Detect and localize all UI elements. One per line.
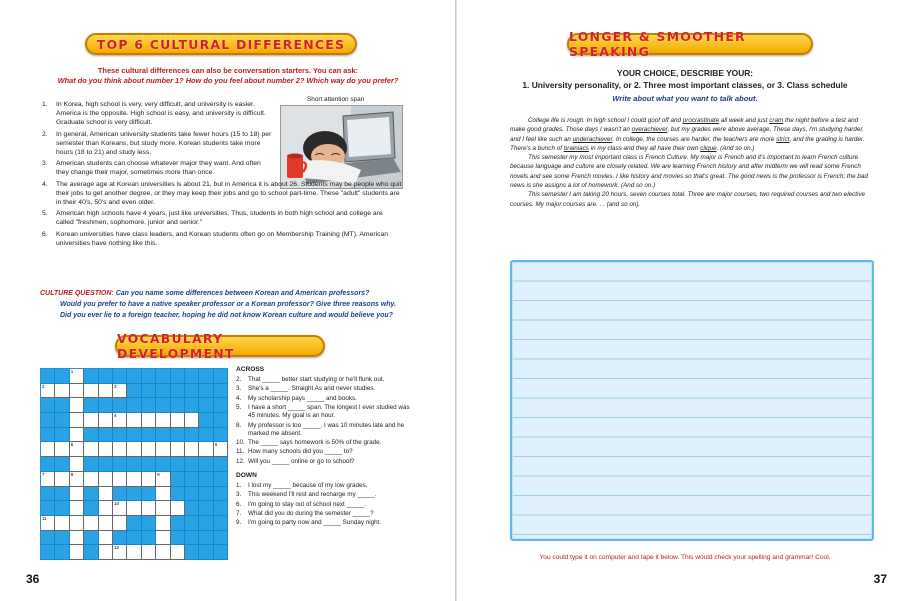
crossword-block	[171, 472, 185, 487]
crossword-block	[185, 457, 199, 472]
crossword-block	[84, 428, 98, 443]
crossword-block	[84, 487, 98, 502]
crossword-block	[41, 457, 55, 472]
crossword-cell[interactable]	[70, 398, 84, 413]
crossword-cell[interactable]	[127, 545, 141, 560]
crossword-number: 1	[70, 369, 74, 374]
crossword-block	[142, 516, 156, 531]
crossword-block	[84, 457, 98, 472]
crossword-block	[199, 531, 213, 546]
crossword-block	[127, 531, 141, 546]
crossword-block	[199, 487, 213, 502]
choice-options: 1. University personality, or 2. Three most important classes, or 3. Class schedule	[522, 80, 848, 90]
vocabulary-banner: VOCABULARY DEVELOPMENT	[115, 335, 325, 357]
crossword-number: 7	[42, 471, 45, 477]
crossword-block	[142, 457, 156, 472]
crossword-block	[199, 369, 213, 384]
crossword-cell[interactable]	[41, 384, 55, 399]
crossword-cell[interactable]	[142, 545, 156, 560]
across-clue: 12. Will you _____ online or go to school?	[236, 457, 355, 465]
across-clue: 11. How many schools did you _____ to?	[236, 448, 353, 456]
crossword-cell[interactable]	[70, 472, 84, 487]
crossword-cell[interactable]	[70, 487, 84, 502]
crossword-block	[84, 531, 98, 546]
crossword-cell[interactable]	[156, 442, 170, 457]
culture-question	[40, 288, 410, 321]
crossword-block	[185, 398, 199, 413]
crossword-cell[interactable]	[70, 516, 84, 531]
crossword-cell[interactable]	[156, 501, 170, 516]
crossword-block	[185, 545, 199, 560]
crossword-cell[interactable]	[127, 472, 141, 487]
crossword-block	[171, 398, 185, 413]
crossword-number: 12	[113, 545, 119, 551]
crossword-cell[interactable]	[156, 413, 170, 428]
crossword-block	[185, 384, 199, 399]
crossword-block	[55, 369, 69, 384]
crossword-block	[199, 384, 213, 399]
culture-question-label: CULTURE QUESTION:	[40, 290, 114, 297]
crossword-block	[41, 487, 55, 502]
crossword-cell[interactable]	[84, 442, 98, 457]
crossword-cell[interactable]	[127, 413, 141, 428]
list-item: 2. In general, American university students take fewer hours (15 to 18) per semester than Koreans, but study more. Korean students take more hours (18 to 21) and study less.	[42, 130, 272, 156]
crossword-cell[interactable]	[171, 442, 185, 457]
across-list	[236, 376, 416, 466]
crossword-block	[84, 545, 98, 560]
crossword-cell[interactable]	[113, 516, 127, 531]
crossword-block	[199, 428, 213, 443]
crossword-block	[142, 384, 156, 399]
crossword-block	[171, 384, 185, 399]
crossword-block	[113, 369, 127, 384]
crossword-cell[interactable]	[70, 442, 84, 457]
crossword-cell[interactable]	[113, 384, 127, 399]
down-clue: 6. I'm going to stay out of school next _____.	[236, 500, 366, 508]
crossword-number: 3	[113, 383, 117, 389]
crossword-cell[interactable]	[142, 413, 156, 428]
crossword-block	[55, 531, 69, 546]
crossword-block	[55, 413, 69, 428]
across-clue: 2. That _____ better start studying or he'll flunk out.	[236, 376, 385, 383]
crossword-cell[interactable]	[41, 516, 55, 531]
crossword-block	[214, 487, 228, 502]
crossword-cell[interactable]	[113, 472, 127, 487]
crossword-block	[113, 457, 127, 472]
choice-heading: YOUR CHOICE, DESCRIBE YOUR:	[616, 68, 754, 78]
crossword-block	[214, 369, 228, 384]
across-clue: 10. The _____ says homework is 50% of the grade.	[236, 438, 382, 446]
crossword-block	[199, 545, 213, 560]
crossword-cell[interactable]	[142, 501, 156, 516]
crossword-number: 6	[214, 442, 218, 448]
crossword-cell[interactable]	[214, 442, 228, 457]
crossword-cell[interactable]	[171, 545, 185, 560]
crossword-block	[156, 428, 170, 443]
down-clue: 3. This weekend I'll rest and recharge my _____.	[236, 491, 377, 499]
crossword-cell[interactable]	[127, 501, 141, 516]
list-item: 4. The average age at Korean universities is about 21, but in America it is about 26. Students may be people who quit their jobs to get another degree, or they may keep their jobs and go to school part-time. These "adult" students are in their 40's, 50's and even older.	[42, 180, 402, 206]
crossword-cell[interactable]	[70, 501, 84, 516]
down-clue: 9. I'm going to party now and _____ Sunday night.	[236, 519, 382, 527]
across-clue: 5. I have a short _____ span. The longest I ever studied was 45 minutes. My goal is an hour.	[236, 404, 410, 420]
crossword-block	[142, 428, 156, 443]
crossword-number: 4	[113, 413, 117, 419]
crossword-cell[interactable]	[41, 472, 55, 487]
crossword-cell[interactable]	[55, 442, 69, 457]
crossword-cell[interactable]	[171, 413, 185, 428]
crossword-block	[99, 398, 113, 413]
crossword-cell[interactable]	[55, 472, 69, 487]
crossword-cell[interactable]	[142, 472, 156, 487]
crossword-cell[interactable]	[156, 531, 170, 546]
crossword-block	[199, 398, 213, 413]
culture-question-line-2: Would you prefer to have a native speaker professor or a Korean professor? Give three reasons why.	[60, 301, 397, 308]
crossword-block	[99, 369, 113, 384]
crossword-block	[55, 487, 69, 502]
across-clue: 4. My scholarship pays _____ and books.	[236, 394, 357, 402]
crossword-cell[interactable]	[99, 442, 113, 457]
crossword-block	[214, 398, 228, 413]
crossword-block	[113, 487, 127, 502]
crossword-cell[interactable]	[142, 442, 156, 457]
page-number-right: 37	[873, 572, 887, 586]
crossword-cell[interactable]	[84, 384, 98, 399]
crossword-block	[55, 457, 69, 472]
list-item: 5. American high schools have 4 years, just like universities. Thus, students in both high school and college are called "freshmen, sophomore, junior and senior."	[42, 210, 383, 226]
crossword-cell[interactable]	[99, 545, 113, 560]
crossword-block	[171, 428, 185, 443]
crossword-block	[127, 457, 141, 472]
crossword-cell[interactable]	[99, 531, 113, 546]
crossword-cell[interactable]	[41, 442, 55, 457]
crossword-block	[142, 487, 156, 502]
crossword-block	[156, 457, 170, 472]
crossword-cell[interactable]	[185, 413, 199, 428]
crossword-block	[55, 501, 69, 516]
crossword-block	[41, 369, 55, 384]
crossword-block	[127, 369, 141, 384]
crossword-cell[interactable]	[55, 384, 69, 399]
longer-speaking-banner: LONGER & SMOOTHER SPEAKING	[567, 33, 813, 55]
crossword-number: 5	[70, 442, 74, 448]
essay-paragraph-2: This semester my most important class is French Culture. My major is French and it's important to learn French culture because language and culture are closely related. We are learning French history and after midterm we will read some French novels and see some French movies. I like history and movies so that's great. The good news is the professor is French; the bad news is she assigns a lot of homework. (And so on.)	[510, 154, 868, 190]
essay-paragraph-3: This semester I am taking 20 hours, seven courses total. Three are major courses, two required courses and two elective courses. My major courses are. . . (and so on).	[510, 191, 866, 208]
intro-line-2: What do you think about number 1? How do you feel about number 2? Which way do you prefer?	[57, 76, 399, 85]
photo-caption: Short attention span	[307, 96, 365, 103]
crossword-block	[156, 398, 170, 413]
crossword-block	[127, 487, 141, 502]
crossword-block	[142, 531, 156, 546]
crossword-block	[55, 428, 69, 443]
crossword-block	[185, 516, 199, 531]
left-page	[0, 0, 456, 601]
differences-list	[42, 100, 402, 250]
crossword-block	[127, 428, 141, 443]
crossword-cell[interactable]	[113, 545, 127, 560]
crossword-number: 8	[70, 471, 74, 477]
crossword-block	[84, 501, 98, 516]
crossword-cell[interactable]	[84, 516, 98, 531]
crossword-cell[interactable]	[199, 442, 213, 457]
crossword-cell[interactable]	[70, 369, 84, 384]
crossword-block	[214, 501, 228, 516]
culture-question-line-1: Can you name some differences between Korean and American professors?	[115, 290, 370, 297]
crossword-block	[185, 487, 199, 502]
crossword-block	[171, 531, 185, 546]
crossword-block	[214, 384, 228, 399]
crossword-cell[interactable]	[99, 487, 113, 502]
crossword-cell[interactable]	[70, 457, 84, 472]
down-title: DOWN	[236, 471, 257, 479]
crossword-block	[199, 413, 213, 428]
crossword-block	[199, 457, 213, 472]
crossword-block	[142, 398, 156, 413]
crossword-block	[127, 384, 141, 399]
crossword-number: 9	[157, 471, 160, 477]
crossword-block	[214, 516, 228, 531]
crossword-block	[171, 487, 185, 502]
crossword-block	[199, 501, 213, 516]
crossword-cell[interactable]	[156, 545, 170, 560]
crossword-block	[214, 545, 228, 560]
page-number-left: 36	[26, 572, 40, 586]
crossword-cell[interactable]	[127, 442, 141, 457]
crossword-block	[99, 428, 113, 443]
crossword-block	[185, 531, 199, 546]
crossword-block	[41, 413, 55, 428]
crossword-block	[156, 384, 170, 399]
down-clue: 1. I lost my _____ because of my low grades.	[236, 481, 368, 489]
down-list	[236, 482, 416, 528]
crossword-cell[interactable]	[99, 413, 113, 428]
crossword-block	[99, 457, 113, 472]
list-item: 1. In Korea, high school is very, very difficult, and university is easier. America is the opposite. High school is easy, and university is difficult. Graduate school is very difficult.	[42, 101, 266, 126]
crossword-cell[interactable]	[113, 413, 127, 428]
crossword-block	[142, 369, 156, 384]
sample-essay	[510, 116, 872, 209]
cultural-differences-banner: TOP 6 CULTURAL DIFFERENCES	[85, 33, 357, 55]
crossword-block	[84, 398, 98, 413]
crossword-block	[41, 428, 55, 443]
crossword-block	[214, 428, 228, 443]
crossword-block	[199, 516, 213, 531]
crossword-block	[214, 413, 228, 428]
crossword-block	[127, 398, 141, 413]
crossword-cell[interactable]	[156, 516, 170, 531]
crossword-cell[interactable]	[70, 531, 84, 546]
crossword-cell[interactable]	[113, 501, 127, 516]
crossword-cell[interactable]	[70, 545, 84, 560]
crossword-block	[55, 398, 69, 413]
crossword-cell[interactable]	[113, 442, 127, 457]
crossword-block	[84, 369, 98, 384]
across-clue: 8. My professor is too _____. I was 10 minutes late and he marked me absent.	[236, 421, 405, 437]
crossword-block	[185, 472, 199, 487]
crossword-block	[214, 457, 228, 472]
across-clue: 3. She's a _____. Straight As and never studies.	[236, 385, 376, 393]
list-item: 6. Korean universities have class leaders, and Korean students often go on Membership Training (MT). American universities have nothing like this.	[42, 230, 389, 247]
crossword-cell[interactable]	[84, 413, 98, 428]
write-instruction: Write about what you want to talk about.	[612, 94, 758, 103]
crossword-cell[interactable]	[84, 472, 98, 487]
crossword-grid	[40, 368, 228, 560]
crossword-number: 11	[42, 515, 47, 521]
crossword-block	[127, 516, 141, 531]
list-item: 3. American students can choose whatever major they want. And often they change their major, sometimes more than once.	[42, 160, 261, 176]
writing-tip: You could type it on computer and tape it below. This would check your spelling and grammar! Cool.	[539, 554, 831, 561]
crossword-block	[55, 545, 69, 560]
crossword-block	[171, 516, 185, 531]
down-clue: 7. What did you do during the semester _____?	[236, 509, 374, 517]
crossword-cell[interactable]	[55, 516, 69, 531]
crossword-block	[113, 531, 127, 546]
crossword-number: 2	[42, 383, 45, 389]
right-page	[457, 0, 913, 601]
across-title: ACROSS	[236, 366, 265, 373]
crossword-block	[113, 398, 127, 413]
crossword-cell[interactable]	[156, 472, 170, 487]
crossword-number: 10	[113, 501, 119, 507]
crossword-block	[113, 428, 127, 443]
intro-line-1: These cultural differences can also be conversation starters. You can ask:	[97, 66, 359, 75]
crossword-block	[214, 472, 228, 487]
crossword-cell[interactable]	[185, 442, 199, 457]
crossword-block	[185, 369, 199, 384]
crossword-cell[interactable]	[70, 384, 84, 399]
crossword-block	[185, 428, 199, 443]
crossword-cell[interactable]	[70, 413, 84, 428]
crossword-block	[171, 369, 185, 384]
crossword-block	[41, 501, 55, 516]
crossword-block	[156, 369, 170, 384]
crossword-block	[214, 531, 228, 546]
writing-box[interactable]	[510, 260, 874, 541]
crossword-block	[41, 398, 55, 413]
crossword-cell[interactable]	[99, 516, 113, 531]
culture-question-line-3: Did you ever lie to a foreign teacher, hoping he did not know Korean culture and would believe you?	[60, 312, 393, 319]
crossword-cell[interactable]	[156, 487, 170, 502]
crossword-clues	[236, 366, 416, 529]
crossword-cell[interactable]	[99, 472, 113, 487]
crossword-block	[41, 531, 55, 546]
crossword-cell[interactable]	[70, 428, 84, 443]
crossword-block	[41, 545, 55, 560]
essay-paragraph-1: College life is rough. In high school I could goof off and procrastinate all week and just cram the night before a test and make good grades. Those days I wasn't an overachiever, but my grades were above average. These days, I'm studying harder, and I feel like such an underachiever. In college, the courses are harder, the teachers are more strict, and the grading is harder. There's a bunch of brainiacs in my class and they all have their own clique. (And so on.)	[510, 117, 865, 152]
crossword-block	[199, 472, 213, 487]
crossword-block	[185, 501, 199, 516]
crossword-cell[interactable]	[99, 384, 113, 399]
crossword-block	[171, 457, 185, 472]
crossword-cell[interactable]	[99, 501, 113, 516]
crossword-cell[interactable]	[171, 501, 185, 516]
